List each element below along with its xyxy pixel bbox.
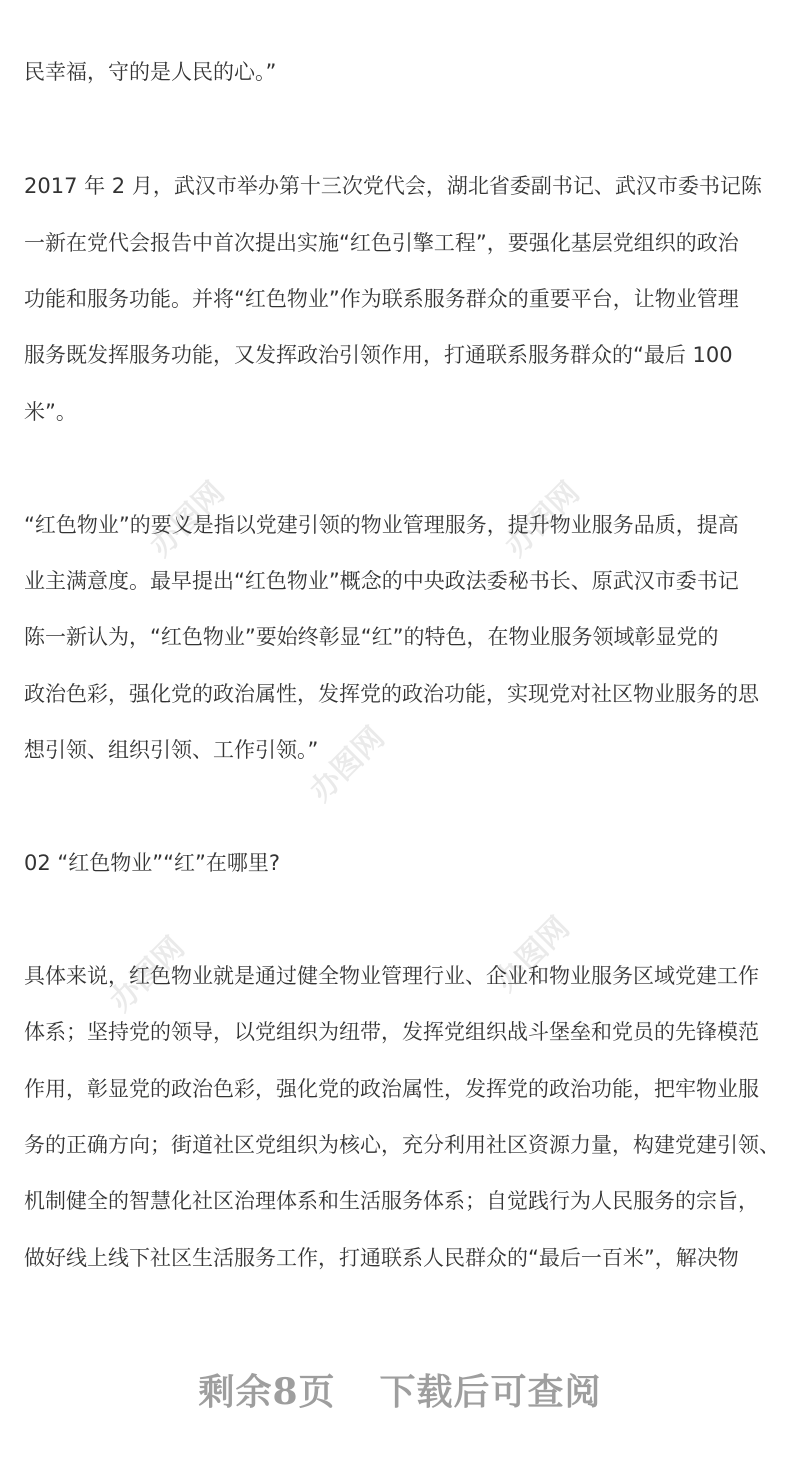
remaining-pages-banner[interactable] xyxy=(0,1362,800,1422)
paragraph-line: 一新在党代会报告中首次提出实施“红色引擎工程”，要强化基层党组织的政治 xyxy=(24,231,739,255)
paragraph-line: 做好线上线下社区生活服务工作，打通联系人民群众的“最后一百米”，解决物 xyxy=(24,1246,739,1270)
watermark-text: 办图网 xyxy=(303,720,392,809)
paragraph-line: 陈一新认为，“红色物业”要始终彰显“红”的特色，在物业服务领域彰显党的 xyxy=(24,625,719,649)
paragraph-line: 作用，彰显党的政治色彩，强化党的政治属性，发挥党的政治功能，把牢物业服 xyxy=(24,1077,759,1101)
paragraph-line: “红色物业”的要义是指以党建引领的物业管理服务，提升物业服务品质，提高 xyxy=(24,513,739,537)
paragraph-line: 政治色彩，强化党的政治属性，发挥党的政治功能，实现党对社区物业服务的思 xyxy=(24,682,759,706)
paragraph-line: 功能和服务功能。并将“红色物业”作为联系服务群众的重要平台，让物业管理 xyxy=(24,287,739,311)
paragraph-line: 民幸福，守的是人民的心。” xyxy=(24,60,277,84)
watermark-text: 办图网 xyxy=(498,475,587,564)
paragraph-line: 业主满意度。最早提出“红色物业”概念的中央政法委秘书长、原武汉市委书记 xyxy=(24,569,739,593)
remaining-pages-label: 剩余8页 xyxy=(198,1371,336,1413)
section-heading: 02 “红色物业”“红”在哪里? xyxy=(24,851,281,875)
watermark-text: 办图网 xyxy=(488,910,577,999)
paragraph-line: 具体来说，红色物业就是通过健全物业管理行业、企业和物业服务区域党建工作 xyxy=(24,964,759,988)
paragraph-line: 服务既发挥服务功能，又发挥政治引领作用，打通联系服务群众的“最后 100 xyxy=(24,343,733,367)
paragraph-line: 2017 年 2 月，武汉市举办第十三次党代会，湖北省委副书记、武汉市委书记陈 xyxy=(24,174,762,198)
paragraph-line: 机制健全的智慧化社区治理体系和生活服务体系；自觉践行为人民服务的宗旨， xyxy=(24,1189,759,1213)
paragraph-line: 体系；坚持党的领导，以党组织为纽带，发挥党组织战斗堡垒和党员的先锋模范 xyxy=(24,1020,759,1044)
paragraph-line: 米”。 xyxy=(24,400,77,424)
download-to-view-label: 下载后可查阅 xyxy=(379,1371,602,1413)
watermark-text: 办图网 xyxy=(143,475,232,564)
paragraph-line: 务的正确方向；街道社区党组织为核心，充分利用社区资源力量，构建党建引领、 xyxy=(24,1133,780,1157)
paragraph-line: 想引领、组织引领、工作引领。” xyxy=(24,738,319,762)
watermark-text: 办图网 xyxy=(103,930,192,1019)
